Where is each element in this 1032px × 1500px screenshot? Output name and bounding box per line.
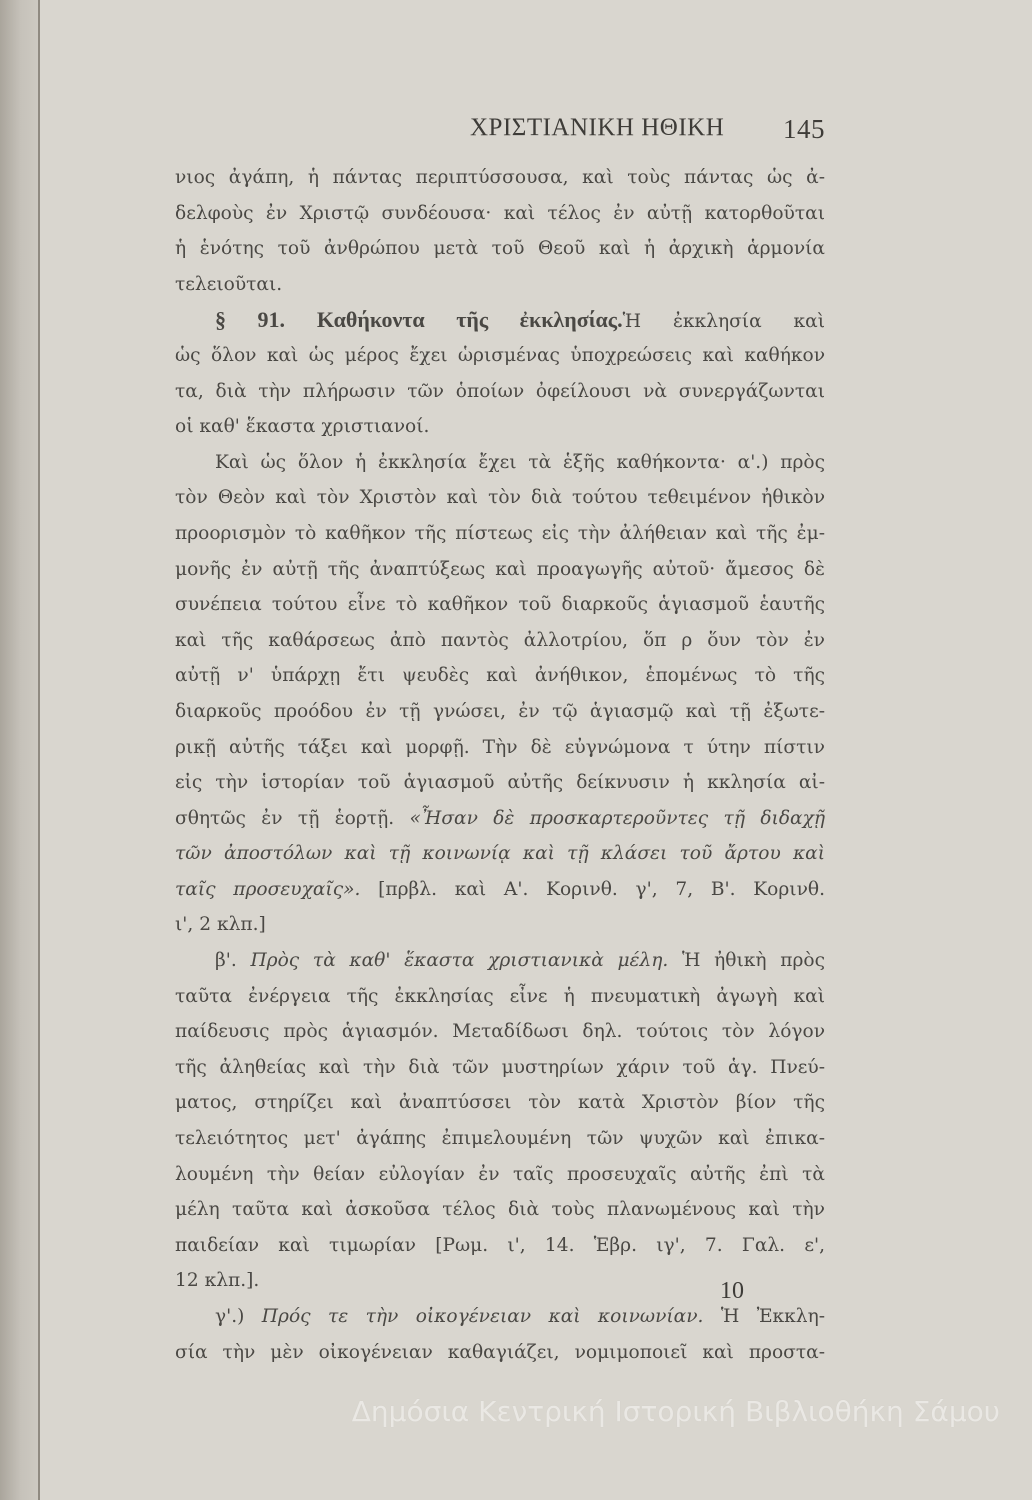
text-line: τελειοῦται. [175,273,283,295]
quote-line [175,872,825,908]
text-line: εἰς τὴν ἱστορίαν τοῦ ἁγιασμοῦ αὐτῆς δείκνυσιν ἡ κκλησία αἰ- [175,772,825,794]
text-line: παιδείαν καὶ τιμωρίαν [Ρωμ. ι', 14. Ἑβρ. ιγ', 7. Γαλ. ε', [175,1234,825,1256]
section-heading-line [175,302,825,338]
subsection-title: Πρὸς τὰ καθ' ἕκαστα χριστιανικὰ μέλη. [250,950,669,972]
text-line: διαρκοῦς προόδου ἐν τῇ γνώσει, ἐν τῷ ἁγιασμῷ καὶ τῇ ἐξωτε- [175,700,825,722]
text-line: ρικῇ αὐτῆς τάξει καὶ μορφῇ. Τὴν δὲ εὐγνώμονα τ ύτην πίστιν [175,736,825,758]
text-line: μέλη ταῦτα καὶ ἀσκοῦσα τέλος διὰ τοὺς πλανωμένους καὶ τὴν [175,1199,825,1221]
text-fragment: σθητῶς ἐν τῇ ἑορτῇ. [175,807,395,829]
text-line: ταῦτα ἐνέργεια τῆς ἐκκλησίας εἶνε ἡ πνευματικὴ ἀγωγὴ καὶ [175,985,825,1007]
signature-mark: 10 [720,1278,744,1304]
section-number: § 91. [215,307,285,333]
text-line: τα, διὰ τὴν πλήρωσιν τῶν ὁποίων ὀφείλουσι νὰ συνεργάζωνται [175,380,825,402]
text-line: τῆς ἀληθείας καὶ τὴν διὰ τῶν μυστηρίων χάριν τοῦ ἁγ. Πνεύ- [175,1056,825,1078]
running-header [470,110,825,150]
text-line: νιος ἀγάπη, ἡ πάντας περιπτύσσουσα, καὶ τοὺς πάντας ὡς ἀ- [175,167,825,188]
text-line: δελφοὺς ἐν Χριστῷ συνδέουσα· καὶ τέλος ἐν αὐτῇ κατορθοῦται [175,202,825,224]
section-heading: Καθήκοντα τῆς ἐκκλησίας. [316,307,623,333]
reference-text: [πρβλ. καὶ Α'. Κορινθ. γ', 7, Β'. Κορινθ. [378,878,825,900]
running-title: ΧΡΙΣΤΙΑΝΙΚΗ ΗΘΙΚΗ [470,114,725,141]
text-line: ὡς ὅλον καὶ ὡς μέρος ἔχει ὡρισμένας ὑποχρεώσεις καὶ καθήκον [175,344,825,366]
subsection-label: β'. [215,950,237,972]
quote-text: ταῖς προσευχαῖς». [175,878,361,900]
text-line: τελειότητος μετ' ἀγάπης ἐπιμελουμένη τῶν ψυχῶν καὶ ἐπικα- [175,1128,825,1150]
text-line: συνέπεια τούτου εἶνε τὸ καθῆκον τοῦ διαρκοῦς ἁγιασμοῦ ἑαυτῆς [175,594,825,616]
text-line: σία τὴν μὲν οἰκογένειαν καθαγιάζει, νομιμοποιεῖ καὶ προστα- [175,1341,825,1363]
text-line: τὸν Θεὸν καὶ τὸν Χριστὸν καὶ τὸν διὰ τούτου τεθειμένον ἠθικὸν [175,487,825,509]
quote-line [175,801,825,837]
text-fragment: Ἡ Ἐκκλη- [720,1306,825,1327]
text-line: ματος, στηρίζει καὶ ἀναπτύσσει τὸν κατὰ Χριστὸν βίον τῆς [175,1092,825,1114]
text-fragment: Ἡ ἠθικὴ πρὸς [682,950,825,972]
quote-text: τῶν ἀποστόλων καὶ τῇ κοινωνίᾳ καὶ τῇ κλάσει τοῦ ἄρτου καὶ [175,843,825,865]
quote-text: «Ἦσαν δὲ προσκαρτεροῦντες τῇ διδαχῇ [409,807,825,829]
text-line: μονῆς ἐν αὐτῇ τῆς ἀναπτύξεως καὶ προαγωγῆς αὐτοῦ· ἄμεσος δὲ [175,558,825,580]
text-line: 12 κλπ.]. [175,1270,260,1292]
text-line: καὶ τῆς καθάρσεως ἀπὸ παντὸς ἀλλοτρίου, ὅπ ρ ὅυν τὸν ἐν [175,629,825,651]
subsection-title: Πρός τε τὴν οἰκογένειαν καὶ κοινωνίαν. [261,1306,704,1327]
text-line: αὐτῇ ν' ὑπάρχῃ ἔτι ψευδὲς καὶ ἀνήθικον, ἑπομένως τὸ τῆς [175,665,825,687]
library-watermark: Δημόσια Κεντρική Ιστορική Βιβλιοθήκη Σάμου [351,1395,1000,1428]
text-line: λουμένη τὴν θείαν εὐλογίαν ἐν ταῖς προσευχαῖς αὐτῆς ἐπὶ τὰ [175,1163,825,1185]
text-line: Καὶ ὡς ὅλον ἡ ἐκκλησία ἔχει τὰ ἑξῆς καθήκοντα· α'.) πρὸς [215,451,825,473]
page-body [175,160,825,1370]
text-line: ἡ ἑνότης τοῦ ἀνθρώπου μετὰ τοῦ Θεοῦ καὶ ἡ ἀρχικὴ ἁρμονία [175,238,825,260]
subsection-line [175,943,825,979]
section-first-text: Ἡ ἐκκλησία καὶ [622,311,825,333]
reference-text: ι', 2 κλπ.] [175,914,266,936]
text-line: οἱ καθ' ἕκαστα χριστιανοί. [175,416,430,438]
page-number: 145 [783,114,825,144]
text-line: προορισμὸν τὸ καθῆκον τῆς πίστεως εἰς τὴν ἀλήθειαν καὶ τῆς ἐμ- [175,522,825,544]
text-line: παίδευσις πρὸς ἁγιασμόν. Μεταδίδωσι δηλ. τούτοις τὸν λόγον [175,1021,825,1043]
subsection-label: γ'.) [215,1306,245,1327]
